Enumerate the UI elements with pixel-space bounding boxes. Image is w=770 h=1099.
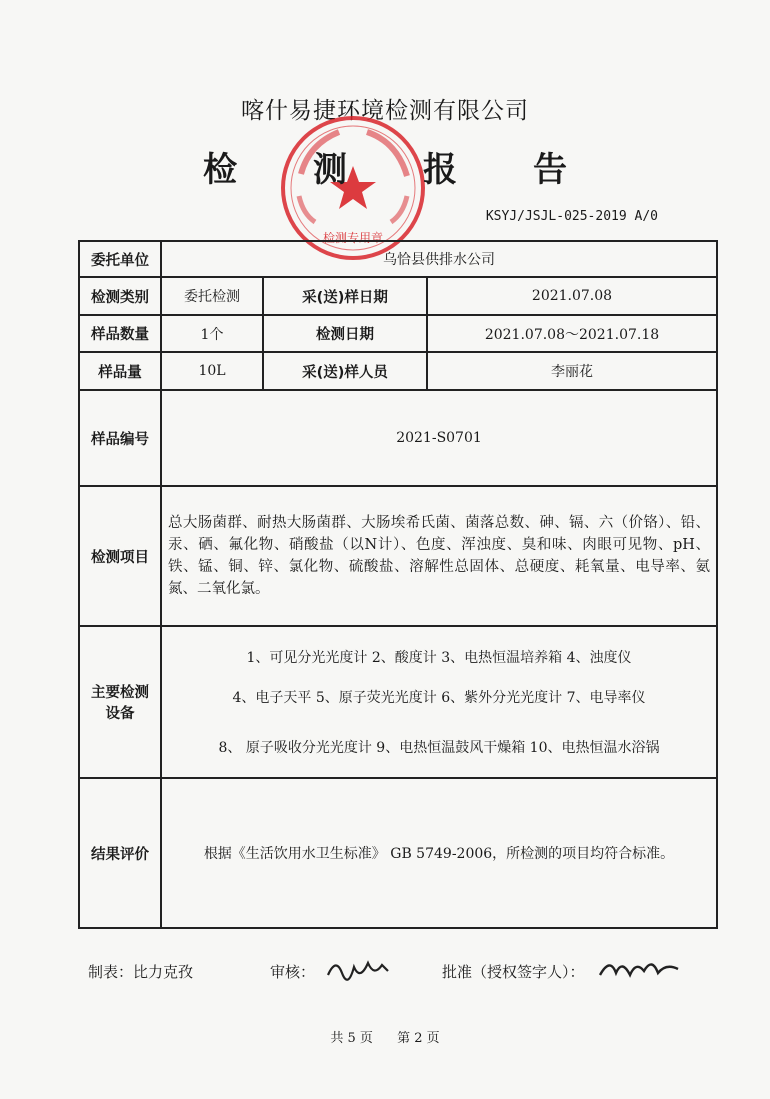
equipment-label-line: 设备 xyxy=(105,706,135,722)
sample-count-label: 样品数量 xyxy=(79,315,161,352)
test-items-label: 检测项目 xyxy=(79,486,161,626)
equipment-list xyxy=(161,626,717,778)
equipment-label-line: 主要检测 xyxy=(91,685,149,701)
sample-id-label: 样品编号 xyxy=(79,390,161,486)
test-type-value: 委托检测 xyxy=(161,277,263,315)
result-value: 根据《生活饮用水卫生标准》 GB 5749-2006，所检测的项目均符合标准。 xyxy=(161,778,717,928)
test-date-value: 2021.07.08～2021.07.18 xyxy=(427,315,717,352)
equipment-line: 8、 原子吸收分光光度计 9、电热恒温鼓风干燥箱 10、电热恒温水浴锅 xyxy=(218,740,660,756)
sample-count-value: 1个 xyxy=(161,315,263,352)
company-name: 喀什易捷环境检测有限公司 xyxy=(241,98,529,124)
title-char: 测 xyxy=(313,150,347,190)
title-char: 检 xyxy=(203,150,237,190)
client-value: 乌恰县供排水公司 xyxy=(161,241,717,277)
report-table xyxy=(78,240,718,929)
approver-signature-icon xyxy=(596,951,682,985)
document-code: KSYJ/JSJL-025-2019 A/0 xyxy=(485,209,658,224)
total-pages: 共 5 页 xyxy=(330,1031,373,1046)
page-footer xyxy=(0,1027,770,1046)
reviewed-by-label: 审核： xyxy=(270,963,316,981)
title-char: 报 xyxy=(423,150,457,190)
seal-text: 检测专用章 xyxy=(322,231,384,245)
result-label: 结果评价 xyxy=(79,778,161,928)
client-label: 委托单位 xyxy=(79,241,161,277)
equipment-label xyxy=(79,626,161,778)
test-items-value: 总大肠菌群、耐热大肠菌群、大肠埃希氏菌、菌落总数、砷、镉、六（价铬）、铅、汞、硒、氟化物、硝酸盐（以N计）、色度、浑浊度、臭和味、肉眼可见物、pH、铁、锰、铜、锌、氯化物、硫酸盐、溶解性总固体、总硬度、耗氧量、电导率、氨氮、二氧化氯。 xyxy=(161,486,717,626)
approved-by-label: 批准（授权签字人）： xyxy=(442,963,585,981)
sample-date-label: 采(送)样日期 xyxy=(263,277,427,315)
prepared-by: 制表：比力克孜 xyxy=(88,963,194,981)
title-char: 告 xyxy=(533,150,567,190)
test-date-label: 检测日期 xyxy=(263,315,427,352)
equipment-line: 4、电子天平 5、原子荧光光度计 6、紫外分光光度计 7、电导率仪 xyxy=(232,690,646,706)
sample-volume-label: 样品量 xyxy=(79,352,161,390)
sampler-label: 采(送)样人员 xyxy=(263,352,427,390)
sampler-value: 李丽花 xyxy=(427,352,717,390)
sample-volume-value: 10L xyxy=(161,352,263,390)
equipment-line: 1、可见分光光度计 2、酸度计 3、电热恒温培养箱 4、浊度仪 xyxy=(246,650,632,666)
test-type-label: 检测类别 xyxy=(79,277,161,315)
sample-date-value: 2021.07.08 xyxy=(427,277,717,315)
page-number: 第 2 页 xyxy=(397,1031,440,1046)
sample-id-value: 2021-S0701 xyxy=(161,390,717,486)
report-title xyxy=(0,142,770,191)
reviewer-signature-icon xyxy=(324,953,394,985)
